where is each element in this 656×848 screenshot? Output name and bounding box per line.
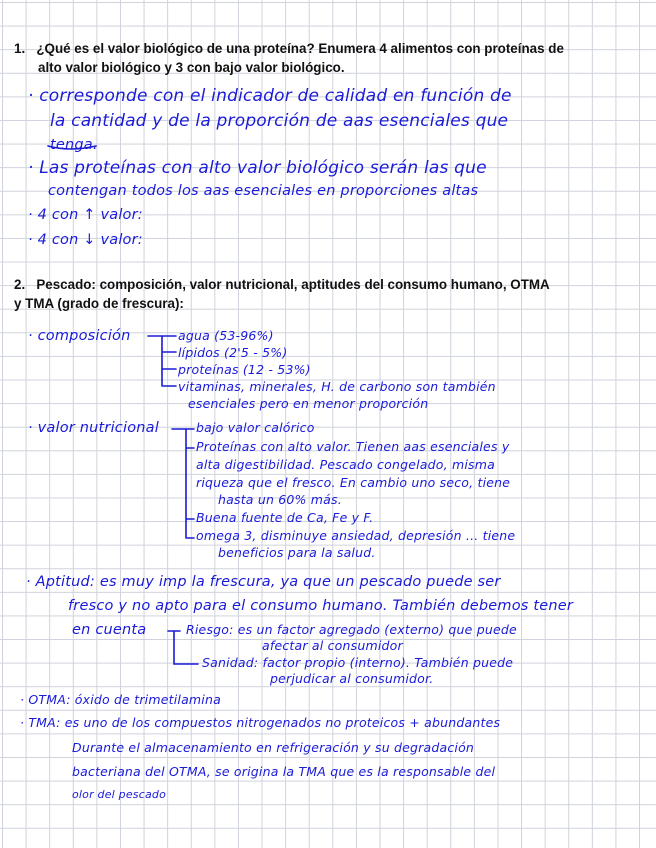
tma-line1: · TMA: es uno de los compuestos nitrogenados no proteicos + abundantes xyxy=(20,715,501,730)
answer-1-bullet-2-line2: contengan todos los aas esenciales en proporciones altas xyxy=(48,183,479,199)
valor-nutricional-label: · valor nutricional xyxy=(28,420,159,436)
tma-line4: olor del pescado xyxy=(72,788,167,801)
valor-item-1: bajo valor calórico xyxy=(196,420,315,435)
answer-1-bullet-3: · 4 con ↑ valor: xyxy=(28,207,143,223)
question-1-line1: ¿Qué es el valor biológico de una proteína? Enumera 4 alimentos con proteínas de xyxy=(36,41,564,56)
composicion-label: · composición xyxy=(28,328,131,344)
composicion-brace xyxy=(148,336,176,386)
question-2-number: 2. xyxy=(14,277,26,292)
otma-line: · OTMA: óxido de trimetilamina xyxy=(20,692,221,707)
aptitud-line1: · Aptitud: es muy imp la frescura, ya que un pescado puede ser xyxy=(26,574,501,590)
sanidad-line2: perjudicar al consumidor. xyxy=(270,671,434,686)
answer-1-bullet-1-line3: tenga. xyxy=(50,137,98,153)
aptitud-line3: en cuenta xyxy=(72,622,147,638)
answer-1-bullet-1-line1: · corresponde con el indicador de calidad en función de xyxy=(28,86,512,106)
tma-line2: Durante el almacenamiento en refrigeración y su degradación xyxy=(72,740,475,755)
composicion-item-1: agua (53-96%) xyxy=(178,328,274,343)
valor-item-4-cont: beneficios para la salud. xyxy=(218,545,376,560)
composicion-item-3: proteínas (12 - 53%) xyxy=(178,362,311,377)
riesgo-line2: afectar al consumidor xyxy=(262,638,403,653)
valor-item-3: Buena fuente de Ca, Fe y F. xyxy=(196,510,374,525)
question-2-line1: Pescado: composición, valor nutricional, aptitudes del consumo humano, OTMA xyxy=(36,277,550,292)
question-1-line2: alto valor biológico y 3 con bajo valor biológico. xyxy=(38,60,345,75)
answer-1-bullet-1-line2: la cantidad y de la proporción de aas esenciales que xyxy=(50,111,509,131)
question-1-number: 1. xyxy=(14,41,26,56)
composicion-item-4-cont: esenciales pero en menor proporción xyxy=(188,396,429,411)
tma-line3: bacteriana del OTMA, se origina la TMA que es la responsable del xyxy=(72,764,496,779)
answer-1-bullet-2-line1: · Las proteínas con alto valor biológico serán las que xyxy=(28,158,487,178)
valor-brace xyxy=(172,429,194,538)
valor-item-4: omega 3, disminuye ansiedad, depresión ... tiene xyxy=(196,528,516,543)
valor-item-2-cont-2: riqueza que el fresco. En cambio uno seco, tiene xyxy=(196,475,511,490)
aptitud-line2: fresco y no apto para el consumo humano. También debemos tener xyxy=(68,598,574,614)
answer-1-bullet-4: · 4 con ↓ valor: xyxy=(28,232,143,248)
valor-item-2-cont-3: hasta un 60% más. xyxy=(218,492,342,507)
riesgo-line1: Riesgo: es un factor agregado (externo) que puede xyxy=(186,622,517,637)
sanidad-line1: Sanidad: factor propio (interno). También puede xyxy=(202,655,514,670)
question-2-line2: y TMA (grado de frescura): xyxy=(14,296,184,311)
valor-item-2-cont-1: alta digestibilidad. Pescado congelado, misma xyxy=(196,457,495,472)
valor-item-2: Proteínas con alto valor. Tienen aas esenciales y xyxy=(196,439,510,454)
aptitud-brace xyxy=(168,631,198,664)
composicion-item-4: vitaminas, minerales, H. de carbono son también xyxy=(178,379,496,394)
underline-stroke xyxy=(48,146,96,149)
composicion-item-2: lípidos (2'5 - 5%) xyxy=(178,345,288,360)
